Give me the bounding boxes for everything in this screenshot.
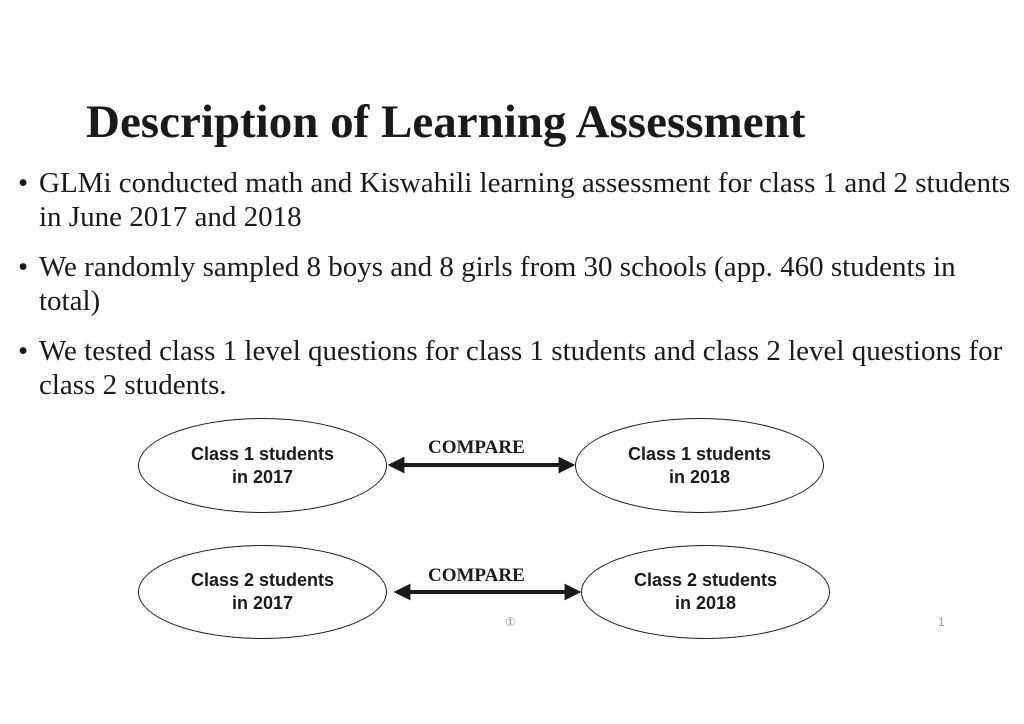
bullet-marker: • [18,335,29,367]
ellipse-class1-2017 [138,418,387,513]
bullet-list [18,166,1018,418]
bullet-text: GLMi conducted math and Kiswahili learning assessment for class 1 and 2 students in June 2017 and 2018 [39,167,1011,233]
bullet-marker: • [18,251,29,283]
bullet-item [18,166,1018,234]
ellipse-label: Class 2 students in 2017 [190,570,335,613]
bullet-marker: • [18,167,29,199]
page-number: 1 [938,615,945,629]
ellipse-class2-2017 [138,545,387,639]
footer-circle-mark: ① [505,615,516,629]
bullet-text: We randomly sampled 8 boys and 8 girls from 30 schools (app. 460 students in total) [39,251,956,317]
ellipse-class1-2018 [575,418,824,513]
page-title: Description of Learning Assessment [86,96,806,148]
compare-label: COMPARE [428,437,525,458]
bullet-item [18,250,1018,318]
compare-label: COMPARE [428,565,525,586]
ellipse-class2-2018 [581,545,830,639]
ellipse-label: Class 1 students in 2018 [627,443,772,487]
bullet-item [18,334,1018,402]
ellipse-label: Class 2 students in 2018 [633,570,778,613]
bullet-text: We tested class 1 level questions for class 1 students and class 2 level questions for class 2 students. [39,335,1003,401]
ellipse-label: Class 1 students in 2017 [190,443,335,487]
